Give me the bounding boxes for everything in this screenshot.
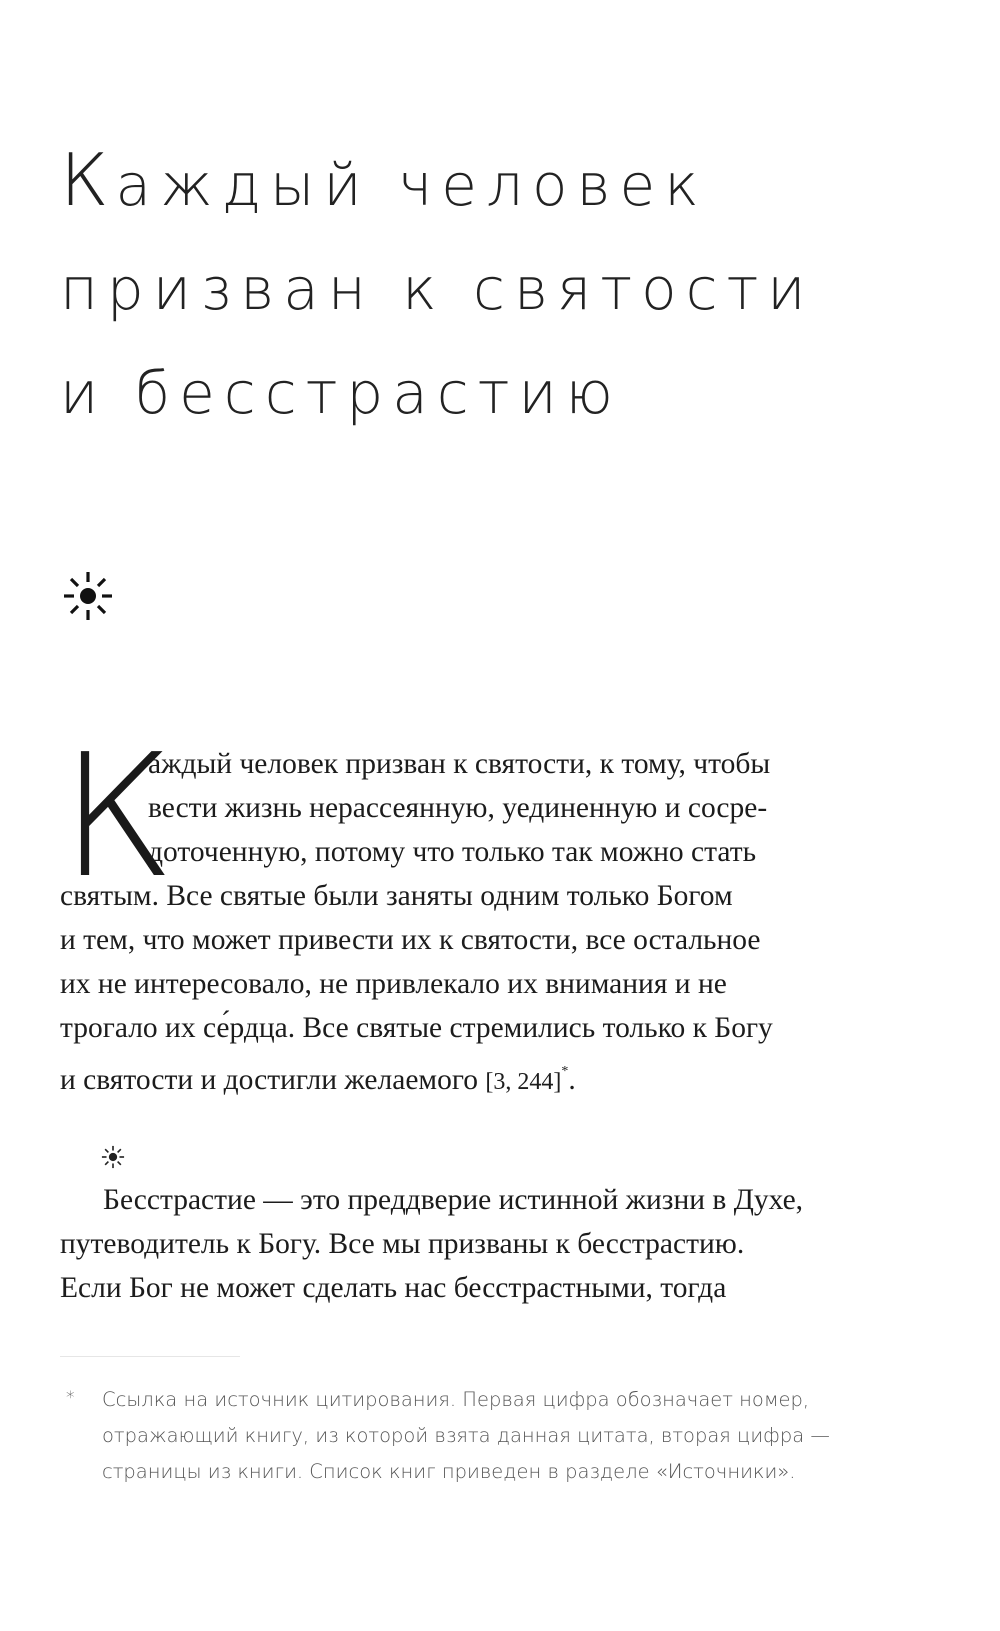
drop-cap: К [60, 718, 175, 916]
citation-reference: [3, 244] [485, 1069, 562, 1095]
chapter-title-line-3: и бесстрастию [60, 359, 622, 427]
paragraph-line: их не интересовало, не привлекало их внимания и не [60, 968, 727, 1000]
chapter-title-line-2: призван к святости [60, 255, 815, 323]
paragraph-line: доточенную, потому что только так можно стать [148, 836, 757, 868]
paragraph-line: вести жизнь нерассеянную, уединенную и сосре- [148, 792, 768, 824]
footnote-line: страницы из книги. Список книг приведен в разделе «Источники». [102, 1460, 796, 1483]
paragraph-line: путеводитель к Богу. Все мы призваны к бесстрастию. [60, 1228, 745, 1260]
footnote [60, 1382, 920, 1490]
paragraph-line: аждый человек призван к святости, к тому, чтобы [148, 748, 771, 780]
sun-ornament-icon [101, 1145, 125, 1169]
footnote-star: * [66, 1388, 75, 1408]
paragraph-line: Бесстрастие — это преддверие истинной жизни в Духе, [103, 1184, 804, 1216]
paragraph-1 [60, 718, 910, 1096]
chapter-title [60, 128, 815, 445]
chapter-title-line-1: Каждый человек [60, 138, 708, 222]
paragraph-line: святым. Все святые были заняты одним только Богом [60, 880, 733, 912]
footnote-divider [60, 1356, 240, 1357]
footnote-line: Ссылка на источник цитирования. Первая цифра обозначает номер, [102, 1388, 810, 1411]
paragraph-line-last: и святости и достигли желаемого [3, 244]*. [60, 1064, 576, 1096]
paragraph-line: трогало их се́рдца. Все святые стремились только к Богу [60, 1012, 773, 1044]
sun-ornament-icon [62, 570, 114, 622]
paragraph-line: и тем, что может привести их к святости, все остальное [60, 924, 761, 956]
footnote-marker: * [561, 1064, 569, 1079]
paragraph-line: Если Бог не может сделать нас бесстрастными, тогда [60, 1272, 727, 1304]
footnote-line: отражающий книгу, из которой взята данная цитата, вторая цифра — [102, 1424, 830, 1447]
paragraph-2 [60, 1178, 910, 1310]
